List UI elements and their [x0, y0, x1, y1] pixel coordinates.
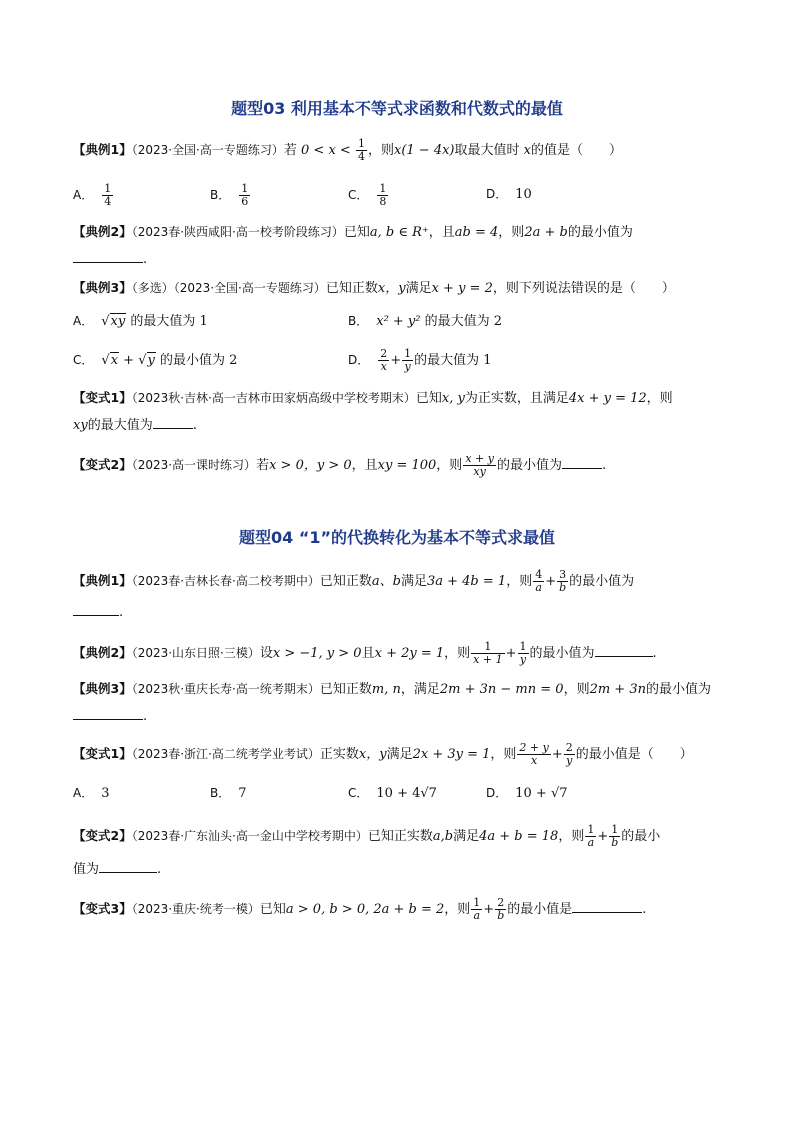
- fraction: $\frac{1}{4}$: [357, 137, 365, 163]
- option-d: D． $\frac{2}{x}$ + $\frac{1}{y}$ 的最大值为 1: [348, 347, 492, 373]
- answer-blank[interactable]: [73, 603, 119, 616]
- option-c: C． √x + √y 的最小值为 2: [73, 353, 238, 368]
- variant-1-question: 【变式1】（2023春·浙江·高二统考学业考试）正实数x，y满足2x + 3y = 1，则 $\frac{2 + y}{x}$ + $\frac{2}{y}$ 的最小值是（ ）: [73, 741, 693, 767]
- answer-blank[interactable]: [562, 456, 602, 469]
- variant-3-question: 【变式3】（2023·重庆·统考一模）已知a > 0, b > 0, 2a + b = 2，则 $\frac{1}{a}$ + $\frac{2}{b}$ 的最小值是 .: [73, 896, 647, 922]
- option-b: B． 7: [210, 786, 247, 801]
- variant-2-question: 【变式2】（2023春·广东汕头·高一金山中学校考期中）已知正实数a,b满足4a + b = 18，则 $\frac{1}{a}$ + $\frac{1}{b}$ 的最小: [73, 823, 661, 849]
- option-d: D． 10: [486, 187, 532, 202]
- answer-blank[interactable]: [73, 707, 143, 720]
- example-3-question: 【典例3】（2023秋·重庆长寿·高一统考期末）已知正数m, n，满足2m + 3n − mn = 0，则2m + 3n的最小值为: [73, 681, 711, 697]
- answer-blank-line: .: [73, 603, 123, 623]
- option-c: C． 10 + 4√7: [348, 786, 437, 801]
- option-b: B． $\frac{1}{6}$: [210, 182, 249, 208]
- answer-blank[interactable]: [572, 900, 642, 913]
- answer-blank-line: .: [73, 707, 147, 727]
- answer-blank[interactable]: [595, 644, 653, 657]
- variant-1-question: 【变式1】（2023秋·吉林·高一吉林市田家炳高级中学校考期末）已知x, y为正实数，且满足4x + y = 12，则: [73, 390, 673, 406]
- option-d: D． 10 + √7: [486, 786, 568, 801]
- example-2-question: 【典例2】（2023春·陕西咸阳·高一校考阶段练习）已知a, b ∈ R⁺，且ab = 4，则2a + b的最小值为: [73, 224, 633, 240]
- example-1-question: 【典例1】（2023·全国·高一专题练习）若 0 < x < $\frac{1}{4}$ ，则x(1 − 4x)取最大值时 x的值是（ ）: [73, 137, 623, 163]
- example-tag: 【典例1】: [73, 142, 132, 157]
- sqrt-xy: √xy: [101, 314, 126, 329]
- variant-1-line-2: xy的最大值为 .: [73, 418, 197, 433]
- option-a: A． 3: [73, 786, 110, 801]
- answer-blank[interactable]: [153, 416, 193, 429]
- section-title-04: 题型04 “1”的代换转化为基本不等式求最值: [238, 528, 555, 547]
- answer-blank-line: .: [73, 250, 147, 270]
- variant-2-line-2: 值为 .: [73, 862, 162, 877]
- example-1-question: 【典例1】（2023春·吉林长春·高二校考期中）已知正数a、b满足3a + 4b = 1，则 $\frac{4}{a}$ + $\frac{3}{b}$ 的最小值为: [73, 568, 635, 594]
- example-2-question: 【典例2】（2023·山东日照·三模）设x > −1, y > 0且x + 2y = 1，则 $\frac{1}{x + 1}$ + $\frac{1}{y}$ 的最小值为 .: [73, 640, 657, 666]
- condition: 0 < x <: [301, 143, 351, 158]
- answer-blank[interactable]: [99, 860, 157, 873]
- section-title-03: 题型03 利用基本不等式求函数和代数式的最值: [231, 99, 563, 118]
- question-source: （2023·全国·高一专题练习）: [131, 143, 284, 157]
- variant-2-question: 【变式2】（2023·高一课时练习）若x > 0，y > 0，且xy = 100，则 $\frac{x + y}{xy}$ 的最小值为 .: [73, 452, 607, 478]
- option-a: A． √xy 的最大值为 1: [73, 311, 208, 332]
- answer-blank[interactable]: [73, 250, 143, 263]
- option-c: C． $\frac{1}{8}$: [348, 182, 387, 208]
- example-3-question: 【典例3】（多选）（2023·全国·高一专题练习）已知正数x，y满足x + y = 2，则下列说法错误的是（ ）: [73, 280, 675, 296]
- option-b: B． x² + y² 的最大值为 2: [348, 314, 503, 329]
- option-a: A． $\frac{1}{4}$: [73, 182, 112, 208]
